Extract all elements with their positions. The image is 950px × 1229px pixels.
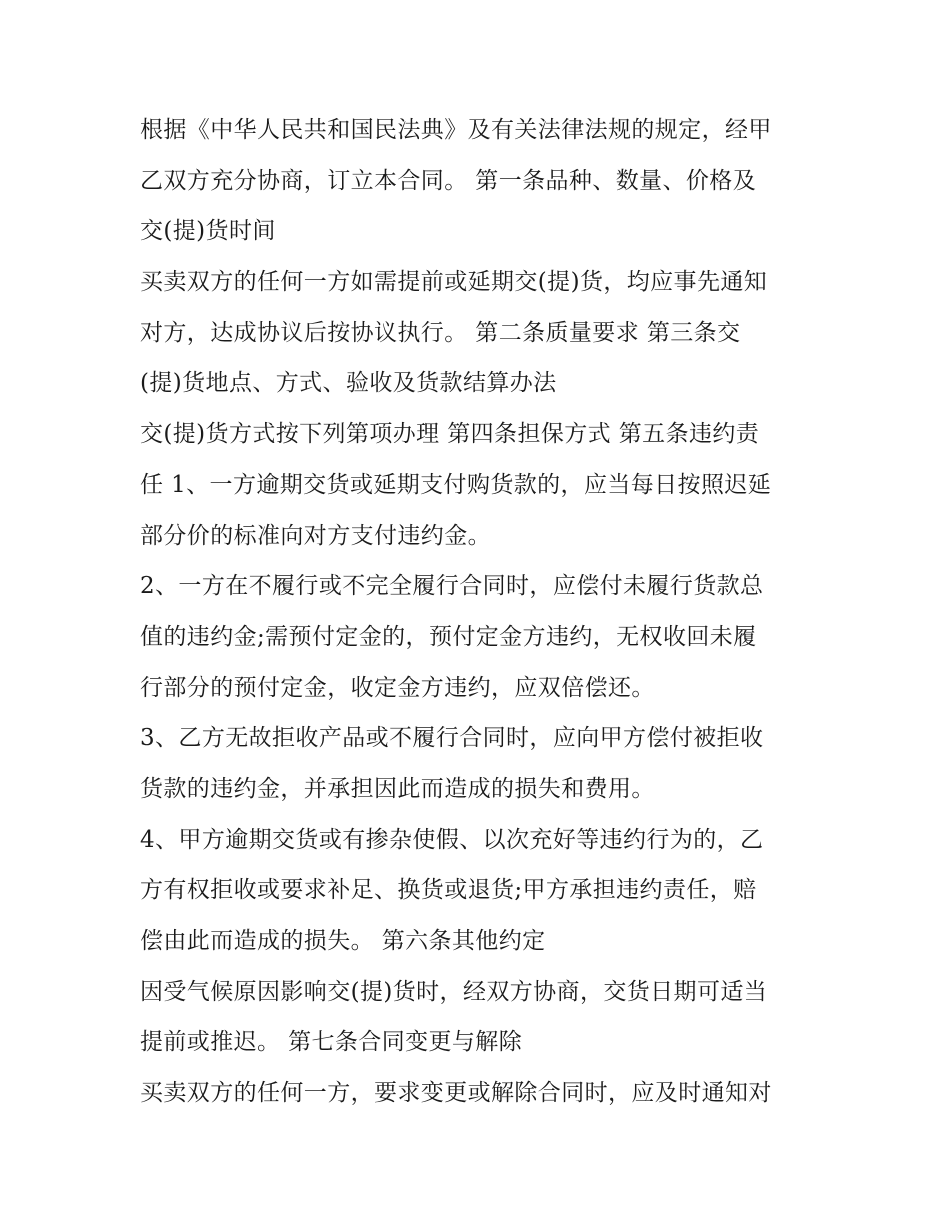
text-line: 4、甲方逾期交货或有掺杂使假、以次充好等违约行为的，乙 bbox=[140, 826, 764, 853]
text-line: 因受气候原因影响交(提)货时，经双方协商，交货日期可适当 bbox=[140, 978, 768, 1005]
text-line: 买卖双方的任何一方，要求变更或解除合同时，应及时通知对 bbox=[140, 1080, 772, 1107]
text-line: 部分价的标准向对方支付违约金。 bbox=[140, 522, 491, 549]
text-line: 货款的违约金，并承担因此而造成的损失和费用。 bbox=[140, 775, 655, 802]
text-line: 根据《中华人民共和国民法典》及有关法律法规的规定，经甲 bbox=[140, 117, 772, 143]
text-line: 值的违约金;需预付定金的，预付定金方违约，无权收回未履 bbox=[140, 623, 757, 650]
text-line: 偿由此而造成的损失。 第六条其他约定 bbox=[140, 928, 546, 954]
text-line: 3、乙方无故拒收产品或不履行合同时，应向甲方偿付被拒收 bbox=[140, 725, 764, 752]
text-line: 交(提)货方式按下列第项办理 第四条担保方式 第五条违约责 bbox=[140, 421, 760, 448]
text-line: 买卖双方的任何一方如需提前或延期交(提)货，均应事先通知 bbox=[140, 269, 768, 296]
text-line: 行部分的预付定金，收定金方违约，应双倍偿还。 bbox=[140, 674, 655, 701]
text-line: 乙双方充分协商，订立本合同。 第一条品种、数量、价格及 bbox=[140, 167, 757, 194]
text-line: 提前或推迟。 第七条合同变更与解除 bbox=[140, 1029, 523, 1056]
text-line: 2、一方在不履行或不完全履行合同时，应偿付未履行货款总 bbox=[140, 573, 764, 600]
text-line: 交(提)货时间 bbox=[140, 218, 276, 245]
document-body bbox=[140, 105, 820, 1119]
text-line: 方有权拒收或要求补足、换货或退货;甲方承担违约责任，赔 bbox=[140, 877, 757, 904]
text-line: 任 1、一方逾期交货或延期支付购货款的，应当每日按照迟延 bbox=[140, 471, 772, 498]
text-line: 对方，达成协议后按协议执行。 第二条质量要求 第三条交 bbox=[140, 319, 741, 346]
text-line: (提)货地点、方式、验收及货款结算办法 bbox=[140, 370, 557, 397]
